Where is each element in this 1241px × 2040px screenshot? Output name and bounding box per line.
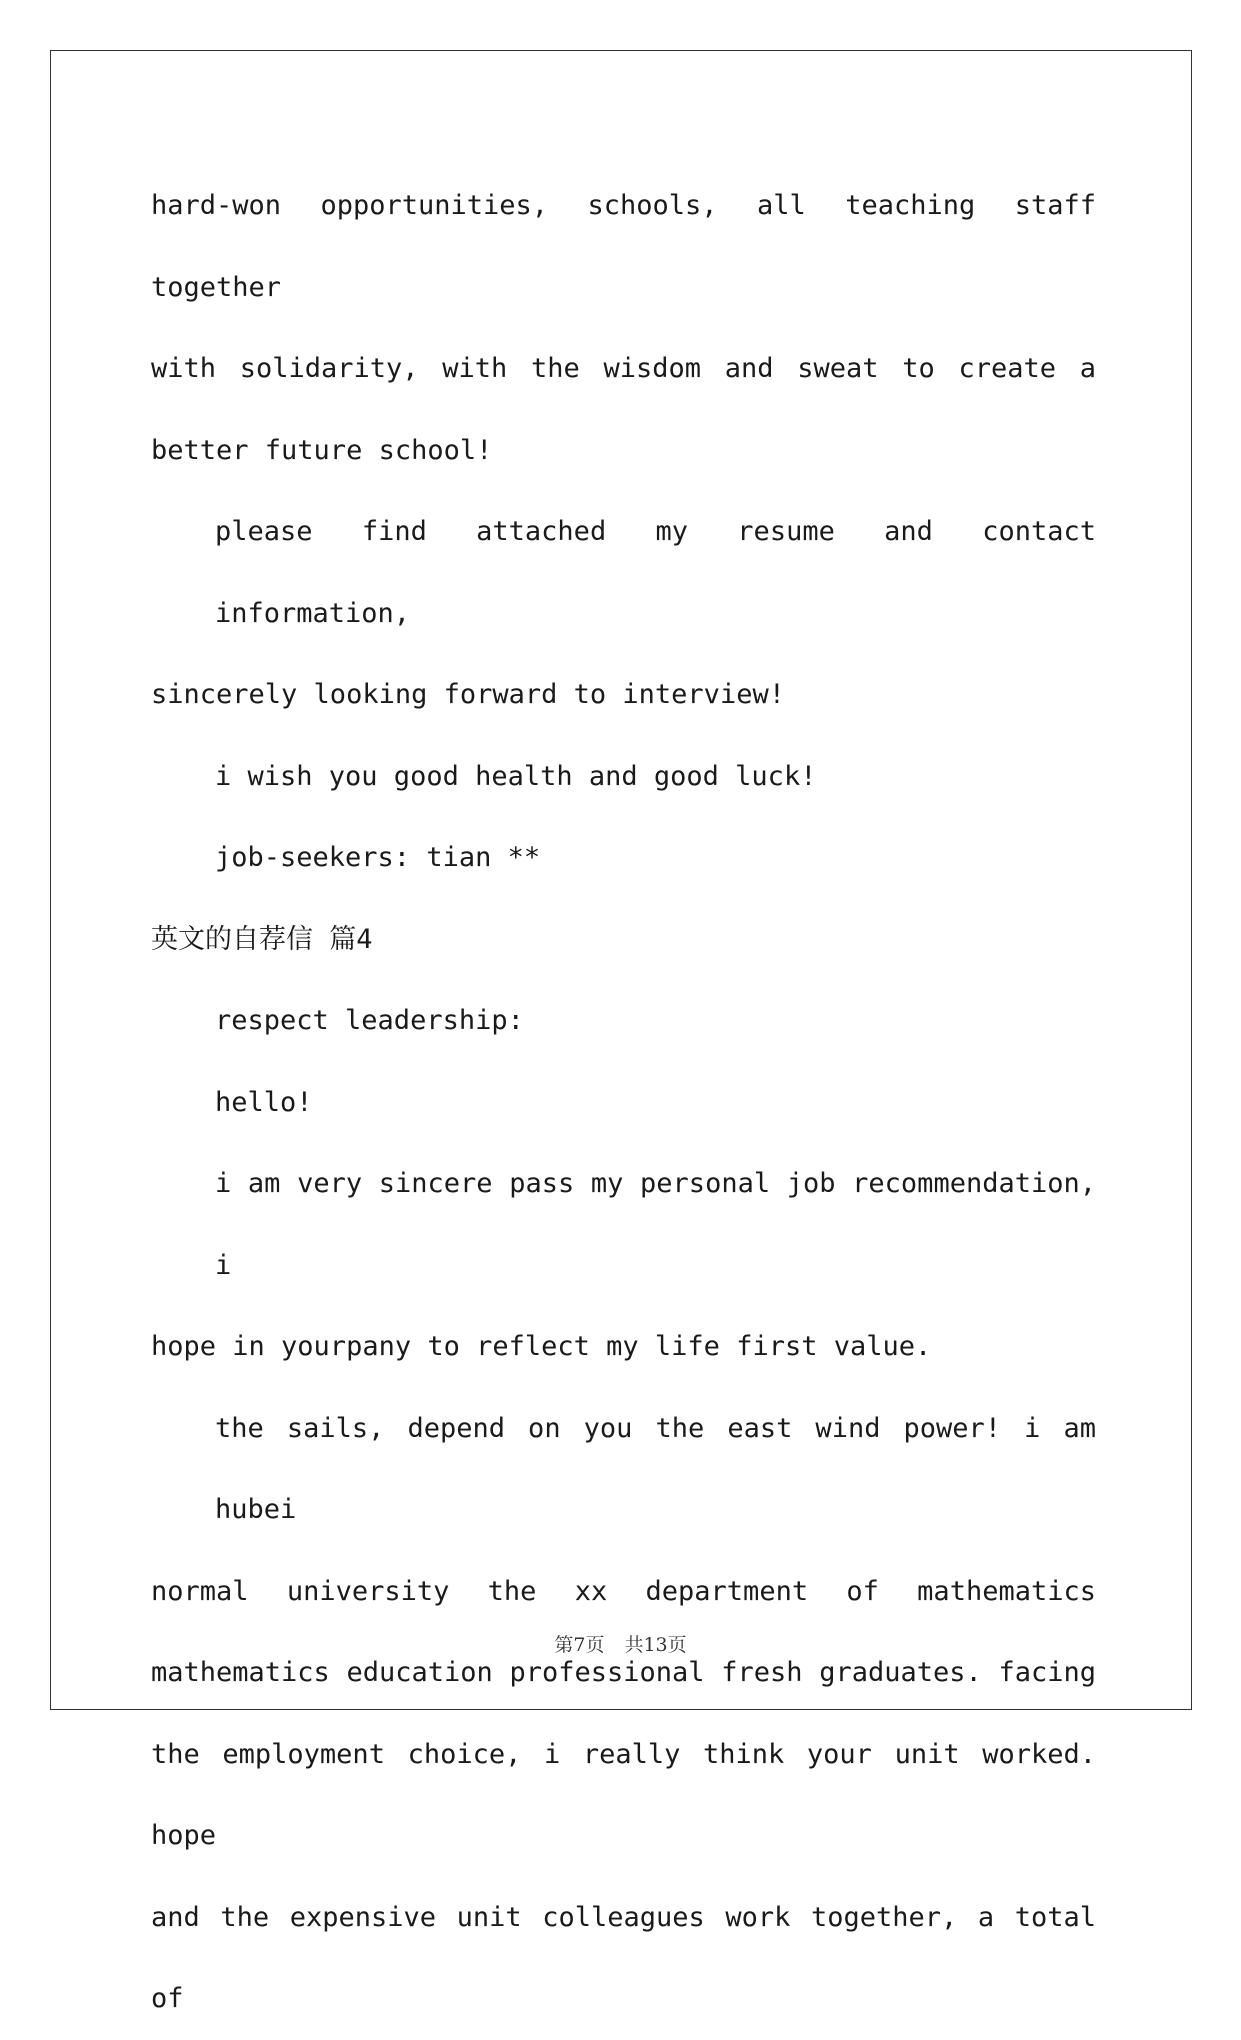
body-line: i wish you good health and good luck!: [215, 760, 817, 792]
salutation-line: respect leadership:: [215, 1005, 524, 1036]
page-number-current: 第7页: [554, 1634, 605, 1656]
body-line: hope in yourpany to reflect my life first value.: [151, 1331, 932, 1362]
body-line: the sails, depend on you the east wind power! i am hubei: [215, 1412, 1096, 1525]
body-line: better future school!: [151, 434, 493, 466]
section-heading: 英文的自荐信 篇4: [151, 923, 373, 955]
body-line: and the expensive unit colleagues work together, a total of: [151, 1901, 1096, 2014]
signature-line: job-seekers: tian **: [215, 842, 541, 873]
body-line: the employment choice, i really think your unit worked. hope: [151, 1738, 1096, 1851]
body-line: please find attached my resume and contact information,: [215, 516, 1096, 629]
document-body: [151, 165, 1096, 2040]
body-line: with solidarity, with the wisdom and sweat to create a: [151, 353, 1096, 384]
page-footer: [0, 1630, 1241, 1657]
page-number-total: 共13页: [624, 1634, 687, 1656]
body-line: hard-won opportunities, schools, all teaching staff together: [151, 190, 1096, 303]
greeting-line: hello!: [215, 1086, 313, 1118]
body-line: mathematics education professional fresh graduates. facing: [151, 1657, 1096, 1688]
body-line: normal university the xx department of mathematics: [151, 1575, 1096, 1607]
body-line: i am very sincere pass my personal job recommendation, i: [215, 1168, 1096, 1281]
body-line: sincerely looking forward to interview!: [151, 679, 785, 710]
